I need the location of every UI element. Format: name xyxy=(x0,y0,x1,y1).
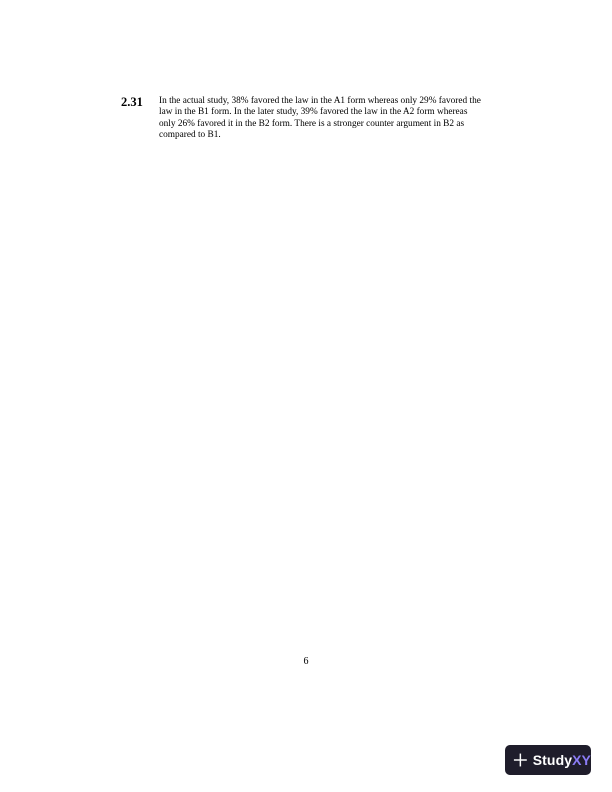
problem-line: In the actual study, 38% favored the law in the A1 form whereas only 29% favored the xyxy=(159,96,481,106)
badge-brand-accent: XY xyxy=(572,752,591,768)
problem-line: law in the B1 form. In the later study, 39% favored the law in the A2 form whereas xyxy=(159,107,468,118)
problem-line: compared to B1. xyxy=(159,129,221,140)
badge-label xyxy=(533,752,591,768)
problem-text xyxy=(159,96,519,141)
studyxy-badge[interactable] xyxy=(505,745,591,775)
plus-icon xyxy=(513,752,528,768)
problem-number: 2.31 xyxy=(121,95,143,109)
problem-line: only 26% favored it in the B2 form. There is a stronger counter argument in B2 as xyxy=(159,118,465,129)
page-number: 6 xyxy=(303,656,309,667)
badge-brand-main: Study xyxy=(532,752,573,768)
